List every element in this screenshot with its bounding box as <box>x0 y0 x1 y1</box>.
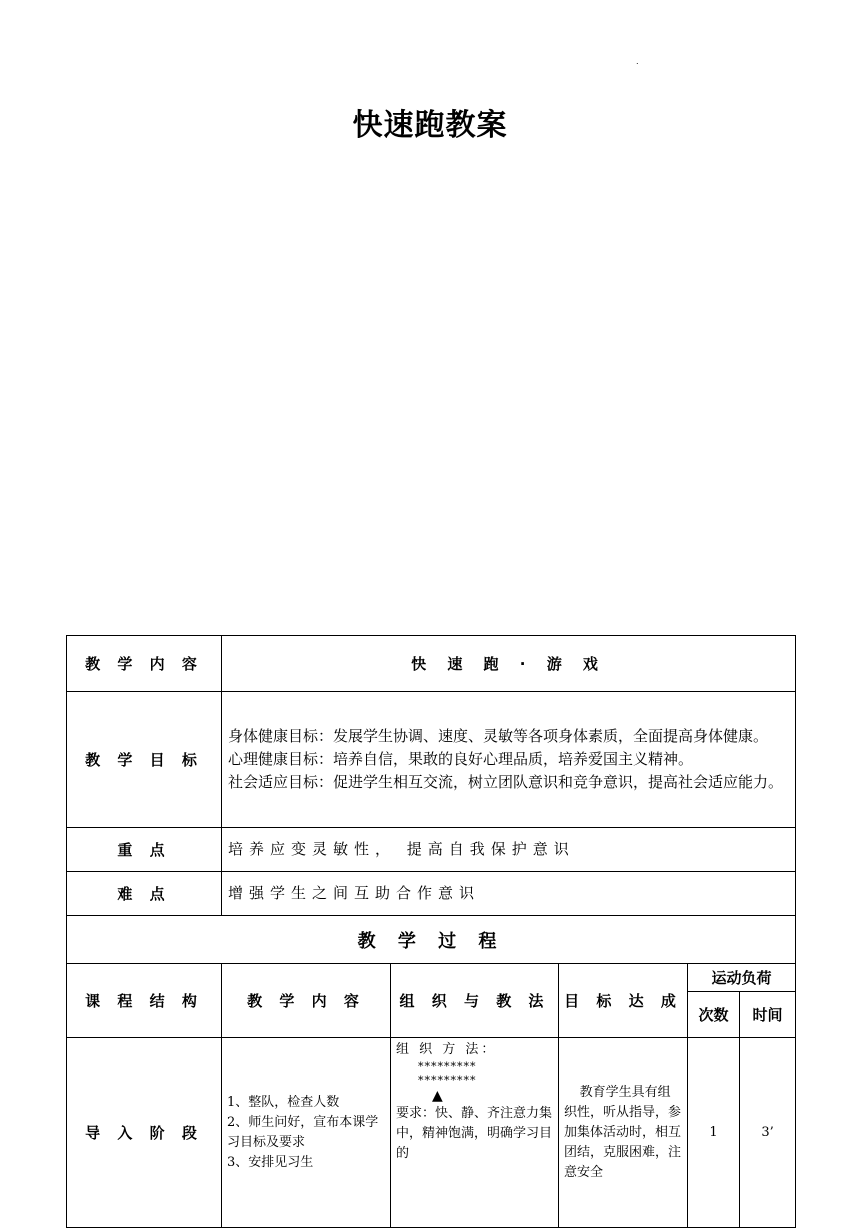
col-method: 组 织 与 教 法 <box>391 964 559 1038</box>
teacher-triangle-icon: ▲ <box>432 1088 443 1104</box>
col-load: 运动负荷 <box>688 964 796 992</box>
col-times: 次数 <box>688 992 740 1038</box>
process-header: 教 学 过 程 <box>67 916 796 964</box>
stage-method <box>391 1038 559 1228</box>
difficulty-label: 难 点 <box>67 872 222 916</box>
key-point-value: 培养应变灵敏性， 提高自我保护意识 <box>222 828 796 872</box>
stage-content-item: 1、整队，检查人数 <box>227 1094 340 1110</box>
page-marker-dot: . <box>636 57 639 66</box>
stage-times: 1 <box>688 1038 740 1228</box>
difficulty-row <box>67 872 796 916</box>
column-header-row <box>67 964 796 992</box>
method-requirement: 要求：快、静、齐注意力集中，精神饱满，明确学习目的 <box>396 1106 553 1161</box>
stage-name: 导 入 阶 段 <box>67 1038 222 1228</box>
key-point-row <box>67 828 796 872</box>
stage-goal: 教育学生具有组织性，听从指导，参加集体活动时，相互团结，克服困难，注意安全 <box>559 1038 688 1228</box>
goal-label: 教 学 目 标 <box>67 692 222 828</box>
stage-duration: 3’ <box>740 1038 796 1228</box>
col-goal: 目 标 达 成 <box>559 964 688 1038</box>
stage-row <box>67 1038 796 1228</box>
goal-mental: 心理健康目标：培养自信，果敢的良好心理品质，培养爱国主义精神。 <box>228 750 694 768</box>
content-row <box>67 636 796 692</box>
formation-row-1: ********* <box>418 1060 477 1073</box>
stage-content-item: 2、师生问好，宣布本课学习目标及要求 <box>227 1114 379 1150</box>
lesson-plan-table <box>66 635 796 1228</box>
stage-content-item: 3、安排见习生 <box>227 1154 314 1170</box>
goal-physical: 身体健康目标：发展学生协调、速度、灵敏等各项身体素质，全面提高身体健康。 <box>228 727 769 745</box>
goal-row <box>67 692 796 828</box>
col-structure: 课 程 结 构 <box>67 964 222 1038</box>
col-duration: 时间 <box>740 992 796 1038</box>
content-value: 快 速 跑 · 游 戏 <box>222 636 796 692</box>
document-title: 快速跑教案 <box>352 108 508 143</box>
key-point-label: 重 点 <box>67 828 222 872</box>
col-content: 教 学 内 容 <box>222 964 391 1038</box>
content-label: 教 学 内 容 <box>67 636 222 692</box>
method-title: 组 织 方 法： <box>396 1042 498 1057</box>
process-header-row <box>67 916 796 964</box>
difficulty-value: 增强学生之间互助合作意识 <box>222 872 796 916</box>
formation-row-2: ********* <box>418 1074 477 1087</box>
goal-social: 社会适应目标：促进学生相互交流，树立团队意识和竞争意识，提高社会适应能力。 <box>228 773 784 791</box>
goal-cell <box>222 692 796 828</box>
stage-content <box>222 1038 391 1228</box>
